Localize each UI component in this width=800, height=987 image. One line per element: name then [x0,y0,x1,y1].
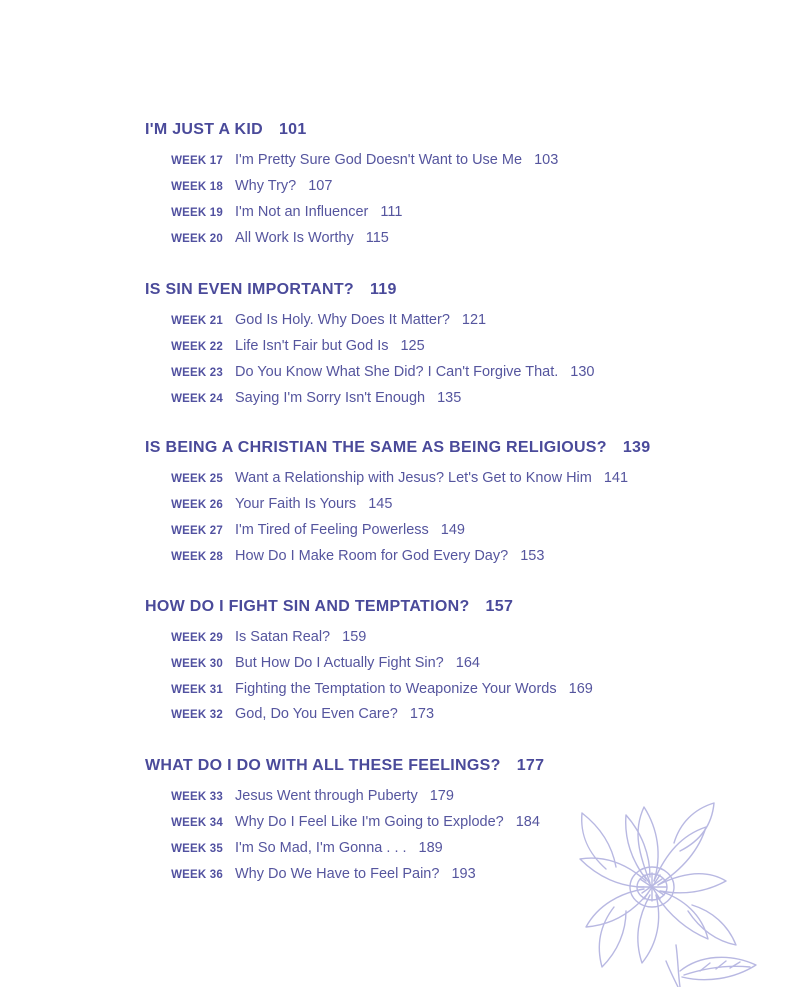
toc-entry [0,496,800,516]
toc-entry [0,204,800,224]
entry-page-number: 159 [342,629,367,645]
entry-page-number: 135 [437,390,462,406]
week-label: WEEK 24 [171,393,223,405]
sunflower-icon [570,795,800,987]
week-label: WEEK 32 [171,709,223,721]
entry-title: Your Faith Is Yours [235,496,357,512]
week-label: WEEK 26 [171,499,223,511]
entry-title: Why Try? [235,178,297,194]
toc-entry [0,312,800,332]
entry-title: Why Do I Feel Like I'm Going to Explode? [235,814,504,830]
section-title: WHAT DO I DO WITH ALL THESE FEELINGS? [145,757,501,774]
entry-title: I'm Tired of Feeling Powerless [235,522,429,538]
entry-page-number: 121 [461,312,487,328]
toc-entry [0,522,800,542]
entry-page-number: 153 [520,548,545,564]
week-label: WEEK 33 [171,791,223,803]
week-label: WEEK 23 [171,367,223,379]
entry-page-number: 107 [308,178,333,194]
section-title: HOW DO I FIGHT SIN AND TEMPTATION? [145,598,470,615]
entry-page-number: 141 [603,470,629,486]
week-label: WEEK 27 [171,525,223,537]
entry-page-number: 149 [440,522,465,538]
entry-title: God, Do You Even Care? [235,706,398,722]
section-heading [145,598,513,616]
entry-page-number: 130 [570,364,595,380]
section-heading [145,281,397,299]
section-heading [145,121,307,139]
week-label: WEEK 22 [171,341,223,353]
entry-title: I'm Not an Influencer [235,204,369,220]
week-label: WEEK 34 [171,817,223,829]
entry-page-number: 193 [451,866,476,882]
section-page-number: 157 [485,598,514,615]
section-title: IS SIN EVEN IMPORTANT? [145,281,354,298]
entry-title: But How Do I Actually Fight Sin? [235,655,444,671]
entry-page-number: 125 [400,338,425,354]
entry-page-number: 145 [368,496,393,512]
section-title: IS BEING A CHRISTIAN THE SAME AS BEING RELIGIOUS? [145,439,607,456]
week-label: WEEK 31 [171,684,223,696]
week-label: WEEK 18 [171,181,223,193]
toc-entry [0,230,800,250]
entry-title: Want a Relationship with Jesus? Let's Get to Know Him [235,470,592,486]
entry-title: All Work Is Worthy [235,230,354,246]
toc-entry [0,706,800,726]
section-title: I'M JUST A KID [145,121,263,138]
toc-entry [0,390,800,410]
week-label: WEEK 35 [171,843,223,855]
entry-title: Do You Know What She Did? I Can't Forgive That. [235,364,559,380]
section-page-number: 139 [622,439,651,456]
week-label: WEEK 19 [171,207,223,219]
entry-title: Fighting the Temptation to Weaponize Your Words [235,681,557,697]
toc-entry [0,364,800,384]
week-label: WEEK 30 [171,658,223,670]
section-heading [145,439,650,457]
section-page-number: 101 [278,121,307,138]
entry-title: God Is Holy. Why Does It Matter? [235,312,450,328]
week-label: WEEK 29 [171,632,223,644]
entry-page-number: 111 [380,204,403,220]
entry-title: I'm So Mad, I'm Gonna . . . [235,840,407,856]
entry-page-number: 169 [568,681,593,697]
toc-entry [0,681,800,701]
entry-title: Life Isn't Fair but God Is [235,338,389,354]
toc-entry [0,338,800,358]
toc-entry [0,152,800,172]
entry-page-number: 115 [365,230,389,246]
week-label: WEEK 21 [171,315,223,327]
entry-title: How Do I Make Room for God Every Day? [235,548,509,564]
toc-entry [0,548,800,568]
entry-page-number: 189 [418,840,443,856]
week-label: WEEK 17 [171,155,223,167]
week-label: WEEK 28 [171,551,223,563]
entry-title: Jesus Went through Puberty [235,788,418,804]
week-label: WEEK 20 [171,233,223,245]
entry-title: Saying I'm Sorry Isn't Enough [235,390,426,406]
week-label: WEEK 36 [171,869,223,881]
section-page-number: 177 [516,757,545,774]
week-label: WEEK 25 [171,473,223,485]
entry-page-number: 179 [429,788,454,804]
toc-entry [0,470,800,490]
section-page-number: 119 [369,281,397,298]
entry-page-number: 184 [515,814,540,830]
entry-page-number: 173 [409,706,435,722]
entry-page-number: 164 [455,655,480,671]
entry-title: Why Do We Have to Feel Pain? [235,866,440,882]
toc-entry [0,655,800,675]
toc-entry [0,629,800,649]
section-heading [145,757,544,775]
toc-entry [0,178,800,198]
entry-page-number: 103 [534,152,559,168]
entry-title: I'm Pretty Sure God Doesn't Want to Use Me [235,152,523,168]
entry-title: Is Satan Real? [235,629,331,645]
